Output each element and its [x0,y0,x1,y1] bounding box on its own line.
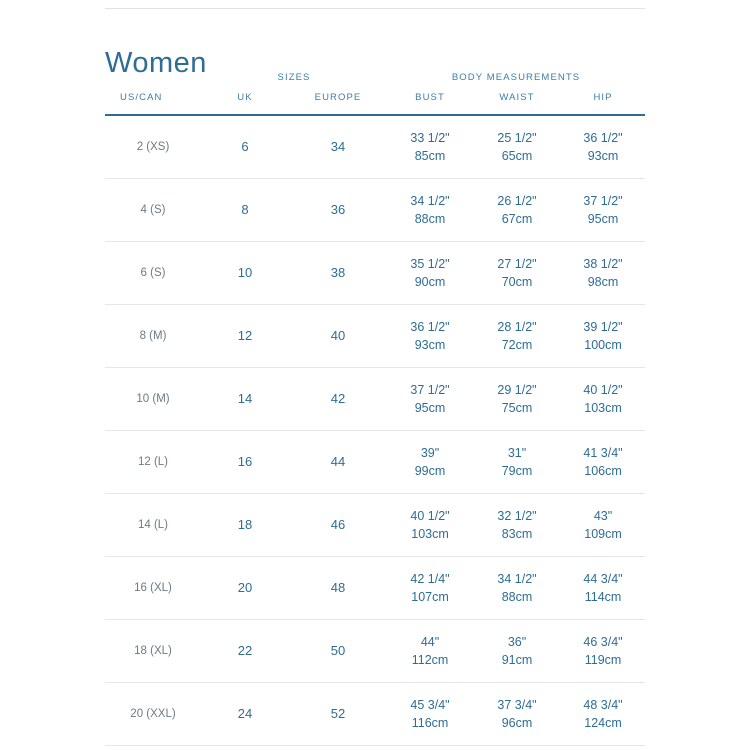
cell-waist-cm: 72cm [501,338,533,352]
cell-waist-cm: 96cm [501,716,533,730]
cell-hip-cm: 114cm [584,590,622,604]
table-row [105,683,645,746]
cell-bust-cm: 112cm [411,653,449,667]
cell-uscan: 12 (L) [105,431,201,494]
cell-waist-cm: 75cm [501,401,533,415]
group-header-row [105,72,645,92]
page-title: Women [105,47,207,80]
cell-hip-cm: 95cm [587,212,619,226]
table-row [105,305,645,368]
cell-uscan: 4 (S) [105,179,201,242]
group-header-blank [105,72,201,92]
cell-waist-cm: 83cm [501,527,533,541]
cell-hip-inches: 38 1/2" [583,256,623,271]
cell-hip [561,557,645,620]
cell-uk: 24 [201,683,289,746]
cell-europe: 40 [289,305,387,368]
cell-waist-inches: 37 3/4" [497,697,537,712]
cell-hip-inches: 44 3/4" [583,571,623,586]
table-row [105,494,645,557]
cell-bust-cm: 93cm [414,338,446,352]
cell-hip-cm: 103cm [584,401,622,415]
table-row [105,368,645,431]
cell-bust-inches: 45 3/4" [410,697,450,712]
top-divider [105,8,645,9]
cell-waist-inches: 25 1/2" [497,130,537,145]
cell-hip-cm: 109cm [584,527,622,541]
cell-waist-inches: 36" [507,634,527,649]
cell-hip-cm: 93cm [587,149,619,163]
cell-hip [561,368,645,431]
table-row [105,116,645,179]
cell-europe: 36 [289,179,387,242]
cell-hip-inches: 43" [593,508,613,523]
cell-bust-cm: 103cm [411,527,449,541]
table-row [105,242,645,305]
cell-hip-cm: 98cm [587,275,619,289]
cell-bust-inches: 33 1/2" [410,130,450,145]
cell-bust-inches: 40 1/2" [410,508,450,523]
cell-bust-cm: 90cm [414,275,446,289]
cell-waist-inches: 27 1/2" [497,256,537,271]
cell-waist-inches: 32 1/2" [497,508,537,523]
group-header-body-measurements: BODY MEASUREMENTS [451,72,581,83]
table-row [105,557,645,620]
column-header-hip: HIP [593,92,613,103]
table-row [105,179,645,242]
cell-uk: 22 [201,620,289,683]
cell-hip-inches: 39 1/2" [583,319,623,334]
cell-bust [387,116,473,179]
cell-europe: 50 [289,620,387,683]
cell-uk: 18 [201,494,289,557]
cell-bust-cm: 95cm [414,401,446,415]
cell-hip [561,242,645,305]
cell-bust-cm: 99cm [414,464,446,478]
cell-waist-cm: 67cm [501,212,533,226]
cell-hip [561,116,645,179]
cell-waist-inches: 28 1/2" [497,319,537,334]
cell-hip-inches: 46 3/4" [583,634,623,649]
cell-hip-inches: 37 1/2" [583,193,623,208]
size-chart-body [105,116,645,746]
cell-waist-inches: 26 1/2" [497,193,537,208]
cell-hip [561,620,645,683]
cell-waist [473,620,561,683]
column-header-europe: EUROPE [314,92,362,103]
cell-hip-inches: 36 1/2" [583,130,623,145]
cell-waist [473,305,561,368]
cell-hip-cm: 106cm [584,464,622,478]
cell-waist-inches: 34 1/2" [497,571,537,586]
column-header-waist: WAIST [499,92,535,103]
cell-hip-cm: 100cm [584,338,622,352]
cell-bust [387,683,473,746]
cell-bust-inches: 37 1/2" [410,382,450,397]
cell-waist [473,368,561,431]
cell-uk: 10 [201,242,289,305]
cell-uk: 8 [201,179,289,242]
cell-bust-inches: 44" [420,634,440,649]
cell-waist-cm: 65cm [501,149,533,163]
cell-uscan: 8 (M) [105,305,201,368]
cell-bust-inches: 34 1/2" [410,193,450,208]
cell-uk: 20 [201,557,289,620]
cell-europe: 44 [289,431,387,494]
cell-bust-inches: 35 1/2" [410,256,450,271]
cell-europe: 42 [289,368,387,431]
cell-hip-cm: 119cm [584,653,622,667]
cell-bust-inches: 42 1/4" [410,571,450,586]
cell-hip-cm: 124cm [584,716,622,730]
column-header-bust: BUST [415,92,445,103]
cell-waist [473,494,561,557]
cell-europe: 46 [289,494,387,557]
cell-waist-inches: 31" [507,445,527,460]
cell-uscan: 20 (XXL) [105,683,201,746]
cell-hip [561,683,645,746]
cell-waist [473,557,561,620]
cell-hip [561,179,645,242]
cell-bust [387,620,473,683]
cell-hip [561,431,645,494]
cell-bust-cm: 107cm [411,590,449,604]
cell-uk: 14 [201,368,289,431]
cell-hip [561,494,645,557]
cell-europe: 34 [289,116,387,179]
cell-uk: 16 [201,431,289,494]
cell-waist-cm: 88cm [501,590,533,604]
cell-waist [473,683,561,746]
cell-bust [387,242,473,305]
cell-europe: 48 [289,557,387,620]
table-row [105,431,645,494]
cell-europe: 38 [289,242,387,305]
cell-waist [473,431,561,494]
cell-bust [387,431,473,494]
cell-bust [387,368,473,431]
cell-bust [387,179,473,242]
cell-bust [387,557,473,620]
cell-uscan: 18 (XL) [105,620,201,683]
cell-waist-cm: 91cm [501,653,533,667]
cell-uk: 12 [201,305,289,368]
cell-waist-cm: 79cm [501,464,533,478]
cell-hip [561,305,645,368]
cell-uscan: 16 (XL) [105,557,201,620]
column-header-uscan: US/CAN [120,92,163,103]
cell-waist-inches: 29 1/2" [497,382,537,397]
cell-europe: 52 [289,683,387,746]
cell-uscan: 2 (XS) [105,116,201,179]
cell-bust-inches: 36 1/2" [410,319,450,334]
cell-waist [473,116,561,179]
cell-hip-inches: 40 1/2" [583,382,623,397]
cell-bust-cm: 85cm [414,149,446,163]
group-header-sizes: SIZES [277,72,311,83]
cell-bust-cm: 116cm [411,716,449,730]
cell-waist [473,179,561,242]
size-chart-table [105,72,645,746]
column-header-row [105,92,645,114]
cell-uk: 6 [201,116,289,179]
cell-bust [387,305,473,368]
cell-waist-cm: 70cm [501,275,533,289]
cell-uscan: 6 (S) [105,242,201,305]
cell-hip-inches: 41 3/4" [583,445,623,460]
table-row [105,620,645,683]
column-header-uk: UK [237,92,253,103]
cell-bust-inches: 39" [420,445,440,460]
cell-bust-cm: 88cm [414,212,446,226]
cell-waist [473,242,561,305]
cell-bust [387,494,473,557]
cell-uscan: 10 (M) [105,368,201,431]
cell-hip-inches: 48 3/4" [583,697,623,712]
cell-uscan: 14 (L) [105,494,201,557]
